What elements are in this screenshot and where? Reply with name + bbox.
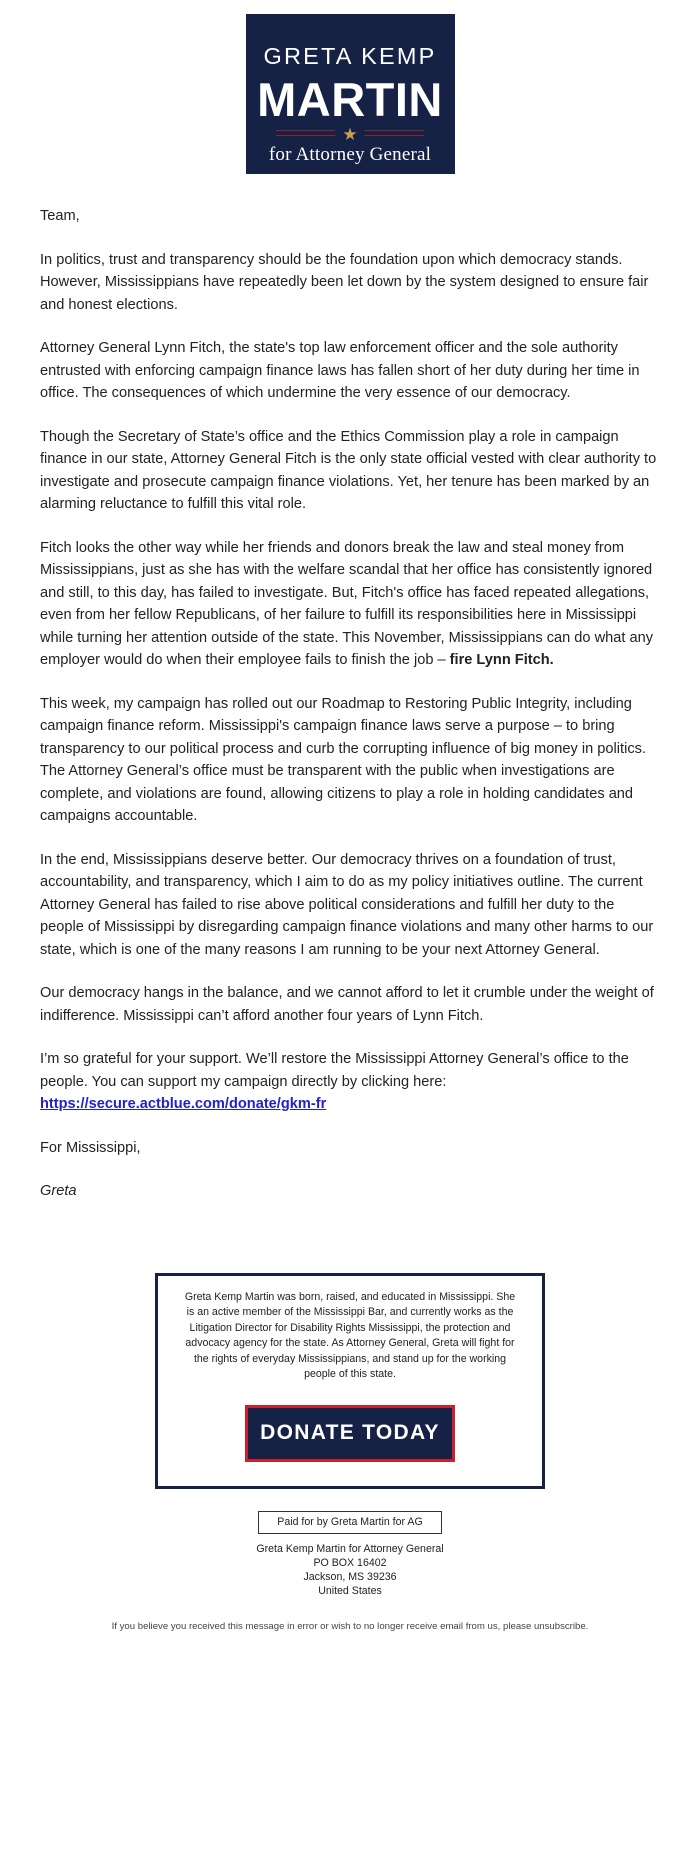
paid-for-disclaimer: Paid for by Greta Martin for AG [258, 1511, 442, 1534]
closing-line: For Mississippi, [40, 1139, 141, 1156]
paragraph-8 [40, 1048, 660, 1116]
campaign-logo [246, 14, 455, 174]
paragraph-2: Attorney General Lynn Fitch, the state's top law enforcement officer and the sole authority entrusted with enforcing campaign finance laws has fallen short of her duty during her time in office. The consequences of which undermine the very essence of our democracy. [40, 340, 640, 401]
address-line-1: Greta Kemp Martin for Attorney General [256, 1542, 444, 1555]
paragraph-5: This week, my campaign has rolled out our Roadmap to Restoring Public Integrity, including campaign finance reform. Mississippi's campaign finance laws serve a purpose – to bring transparency to our political process and curb the corrupting influence of big money in politics. The Attorney General’s office must be transparent with the public when investigations are complete, and violations are found, allowing citizens to play a role in holding candidates and campaigns accountable. [40, 695, 646, 824]
candidate-bio-text: Greta Kemp Martin was born, raised, and educated in Mississippi. She is an active member of the Mississippi Bar, and currently works as the Litigation Director for Disability Rights Mississippi, the protection and advocacy agency for the state. As Attorney General, Greta will fight for the rights of everyday Mississippians, and stand up for the working people of this state. [184, 1290, 516, 1380]
address-line-4: United States [318, 1584, 382, 1597]
paragraph-6: In the end, Mississippians deserve better. Our democracy thrives on a foundation of trust, accountability, and transparency, which I aim to do as my policy initiatives outline. The current Attorney General has failed to rise above political considerations and fulfill her duty to the people of Mississippi by disregarding campaign finance violations and many other harms to our state, which is one of the many reasons I am running to be your next Attorney General. [40, 851, 654, 958]
paragraph-8-text: I’m so grateful for your support. We’ll restore the Mississippi Attorney General’s office to the people. You can support my campaign directly by clicking here: [40, 1051, 629, 1090]
paragraph-3: Though the Secretary of State’s office and the Ethics Commission play a role in campaign finance in our state, Attorney General Fitch is the only state official vested with clear authority to investigate and prosecute campaign finance violations. Yet, her tenure has been marked by an alarming reluctance to fulfill this vital role. [40, 428, 657, 512]
signature: Greta [40, 1183, 77, 1199]
logo-divider [276, 124, 424, 144]
actblue-donate-link[interactable]: https://secure.actblue.com/donate/gkm-fr [40, 1096, 327, 1112]
address-line-3: Jackson, MS 39236 [303, 1570, 397, 1583]
address-line-2: PO BOX 16402 [313, 1556, 387, 1569]
logo-main-line: MARTIN [257, 72, 443, 126]
email-footer [0, 1203, 700, 1664]
email-header [0, 0, 700, 179]
logo-sub-line: for Attorney General [268, 143, 432, 165]
fire-lynn-fitch-emphasis: fire Lynn Fitch. [449, 652, 554, 668]
email-message-body [0, 179, 700, 1203]
paragraph-4-text: Fitch looks the other way while her friends and donors break the law and steal money from Mississippians, just as she has with the welfare scandal that her office has consistently ignored and still, to this day, has failed to investigate. But, Fitch's office has faced repeated allegations, even from her fellow Republicans, of her failure to fulfill its responsibilities here in Mississippi while turning her attention outside of the state. This November, Mississippians can do what any employer would do when their employee fails to finish the job – [40, 539, 654, 668]
unsubscribe-notice[interactable]: If you believe you received this message in error or wish to no longer receive email from us, please unsubscribe. [111, 1620, 589, 1632]
candidate-bio-box [155, 1273, 545, 1489]
paragraph-1: In politics, trust and transparency should be the foundation upon which democracy stands. However, Mississippians have repeatedly been let down by the system designed to ensure fair and honest elections. [40, 251, 649, 313]
star-icon: ★ [335, 126, 364, 143]
paragraph-7: Our democracy hangs in the balance, and we cannot afford to let it crumble under the weight of indifference. Mississippi can’t afford another four years of Lynn Fitch. [40, 985, 654, 1024]
paragraph-4 [40, 537, 660, 672]
salutation: Team, [40, 208, 80, 224]
donate-today-button[interactable]: DONATE TODAY [245, 1405, 455, 1462]
mailing-address [0, 1542, 700, 1598]
logo-top-line: GRETA KEMP [263, 43, 437, 69]
